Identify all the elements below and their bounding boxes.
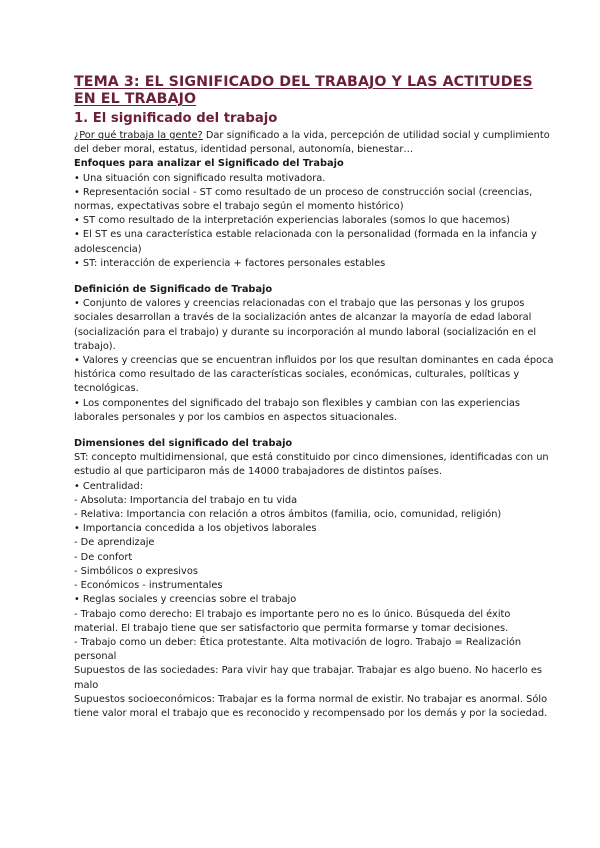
document-title: TEMA 3: EL SIGNIFICADO DEL TRABAJO Y LAS ACTITUDES EN EL TRABAJO (74, 74, 533, 107)
dimension-item: - Trabajo como derecho: El trabajo es importante pero no es lo único. Búsqueda del éxito material. El trabajo tiene que ser satisfactorio que permita formarse y tomar decisiones. (74, 608, 511, 634)
dimension-item: • Importancia concedida a los objetivos laborales (74, 523, 317, 535)
definicion-item: • Los componentes del significado del trabajo son flexibles y cambian con las experiencias laborales personales y por los cambios en aspectos situacionales. (74, 397, 521, 423)
enfoque-item: • El ST es una característica estable relacionada con la personalidad (formada en la infancia y adolescencia) (74, 229, 537, 255)
section-heading: 1. El significado del trabajo (74, 111, 278, 126)
spacer (74, 271, 556, 283)
dimension-item: - Simbólicos o expresivos (74, 565, 198, 577)
definicion-heading: Definición de Significado de Trabajo (74, 284, 273, 296)
dimension-item: - De aprendizaje (74, 537, 155, 549)
dimension-item: • Centralidad: (74, 480, 144, 492)
enfoques-heading: Enfoques para analizar el Significado del Trabajo (74, 158, 344, 170)
dimension-item: - De confort (74, 551, 133, 563)
definicion-item: • Conjunto de valores y creencias relacionadas con el trabajo que las personas y los grupos sociales desarrollan a través de la socialización antes de alcanzar la mayoría de edad laboral (socialización para el trabajo) y durante su incorporación al mundo laboral (socialización en el trabajo). (74, 298, 537, 352)
intro-question: ¿Por qué trabaja la gente? (74, 130, 203, 141)
enfoque-item: • ST como resultado de la interpretación experiencias laborales (somos lo que hacemos) (74, 215, 510, 227)
enfoque-item: • Representación social - ST como resultado de un proceso de construcción social (creencias, normas, expectativas sobre el trabajo según el momento histórico) (74, 186, 533, 213)
enfoque-item: • ST: interacción de experiencia + factores personales estables (74, 257, 386, 269)
dimension-item: - Económicos - instrumentales (74, 580, 223, 592)
dimension-item: Supuestos de las sociedades: Para vivir hay que trabajar. Trabajar es algo bueno. No hacerlo es malo (74, 665, 542, 691)
dimension-item: - Trabajo como un deber: Ética protestante. Alta motivación de logro. Trabajo = Realización personal (74, 636, 522, 663)
definicion-item: • Valores y creencias que se encuentran influidos por los que resultan dominantes en cada época histórica como resultado de las características sociales, económicas, culturales, políticas y tecnológicas. (74, 355, 554, 395)
dimension-item: - Relativa: Importancia con relación a otros ámbitos (familia, ocio, comunidad, religión) (74, 509, 502, 521)
spacer (74, 425, 556, 437)
dimension-item: Supuestos socioeconómicos: Trabajar es la forma normal de existir. No trabajar es anormal. Sólo tiene valor moral el trabajo que es reconocido y recompensado por los demás y por la sociedad. (74, 693, 548, 719)
dimensiones-intro: ST: concepto multidimensional, que está constituido por cinco dimensiones, identificadas con un estudio al que participaron más de 14000 trabajadores de distintos países. (74, 452, 549, 478)
dimension-item: - Absoluta: Importancia del trabajo en tu vida (74, 494, 298, 506)
dimensiones-heading: Dimensiones del significado del trabajo (74, 438, 293, 450)
dimension-item: • Reglas sociales y creencias sobre el trabajo (74, 594, 297, 606)
intro-text: Dar significado a la vida, percepción de utilidad social y cumplimiento del deber moral, estatus, identidad personal, autonomía, bienestar… (74, 130, 550, 156)
intro-paragraph (74, 129, 556, 157)
enfoque-item: • Una situación con significado resulta motivadora. (74, 172, 326, 184)
